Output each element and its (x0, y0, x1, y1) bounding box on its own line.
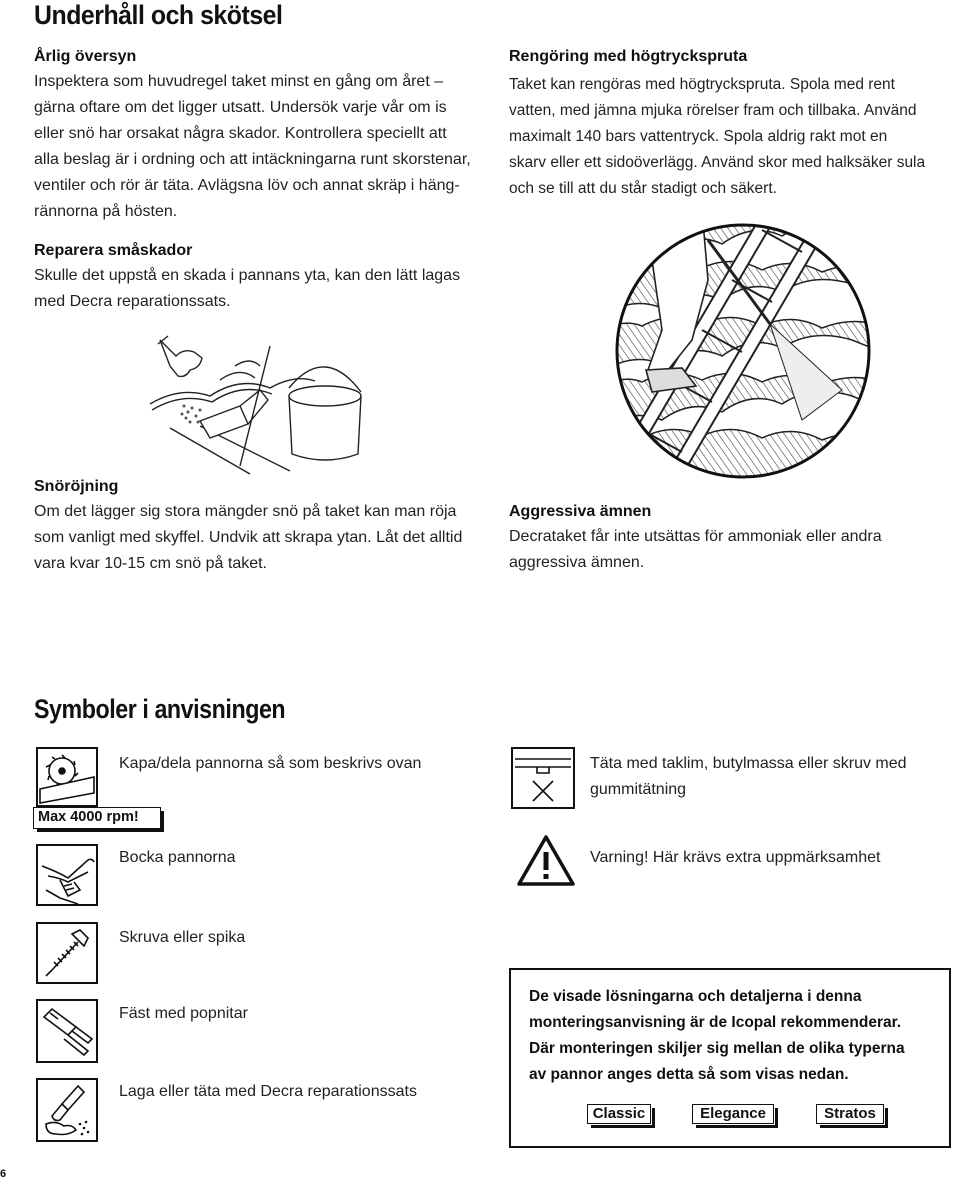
aggressive-text (509, 524, 954, 576)
repair-heading: Reparera småskador (34, 242, 193, 259)
symbol-repair-label: Laga eller täta med Decra reparationssats (119, 1083, 417, 1100)
cleaning-line: Taket kan rengöras med högtryckspruta. Spola med rent (509, 76, 895, 93)
notice-text (529, 984, 939, 1088)
max-rpm-badge: Max 4000 rpm! (33, 807, 161, 829)
warning-triangle-icon (516, 834, 576, 888)
symbol-bend-label: Bocka pannorna (119, 849, 236, 866)
annual-text (34, 69, 504, 225)
symbol-seal-line: gummitätning (590, 781, 687, 798)
symbol-seal-label (590, 751, 907, 803)
snow-heading: Snöröjning (34, 478, 119, 495)
saw-blade-icon (36, 747, 98, 807)
page-number: 6 (0, 1168, 7, 1180)
cleaning-text (509, 72, 954, 202)
sealant-icon (511, 747, 575, 809)
cleaning-line: maximalt 140 bars vattentryck. Spola aldrig rakt mot en (509, 128, 888, 145)
notice-line: av pannor anges detta så som visas nedan. (529, 1066, 849, 1083)
screw-icon (36, 922, 98, 984)
type-stratos-tag: Stratos (816, 1104, 884, 1124)
symbol-cut-label: Kapa/dela pannorna så som beskrivs ovan (119, 755, 422, 772)
annual-line: ventiler och rör är täta. Avlägsna löv och annat skräp i häng- (34, 177, 460, 194)
aggressive-line: aggressiva ämnen. (509, 554, 645, 571)
aggressive-heading: Aggressiva ämnen (509, 503, 652, 520)
annual-heading: Årlig översyn (34, 48, 137, 65)
snow-text (34, 499, 504, 577)
symbols-heading: Symboler i anvisningen (34, 694, 286, 724)
cleaning-line: och se till att du står stadigt och säkert. (509, 180, 777, 197)
pressure-washer-illustration (612, 220, 874, 482)
annual-line: gärna oftare om det ligger utsatt. Undersök varje vår om is (34, 99, 447, 116)
symbol-screw-label: Skruva eller spika (119, 929, 246, 946)
type-classic-tag: Classic (587, 1104, 651, 1124)
repair-line: Skulle det uppstå en skada i pannans yta, kan den lätt lagas (34, 267, 461, 284)
symbol-warning-label: Varning! Här krävs extra uppmärksamhet (590, 849, 881, 866)
annual-line: alla beslag är i ordning och att intäckningarna runt skorstenar, (34, 151, 471, 168)
repair-illustration (140, 326, 480, 476)
annual-line: Inspektera som huvudregel taket minst en gång om året – (34, 73, 444, 90)
notice-line: Där monteringen skiljer sig mellan de olika typerna (529, 1040, 905, 1057)
cleaning-line: skarv eller ett sidoöverlägg. Använd skor med halksäker sula (509, 154, 926, 171)
rivet-gun-icon (36, 999, 98, 1063)
snow-line: som vanligt med skyffel. Undvik att skrapa ytan. Låt det alltid (34, 529, 463, 546)
symbol-rivet-label: Fäst med popnitar (119, 1005, 248, 1022)
notice-box (509, 968, 951, 1148)
page-title: Underhåll och skötsel (34, 0, 283, 30)
annual-line: rännorna på hösten. (34, 203, 178, 220)
aggressive-line: Decrataket får inte utsättas för ammoniak eller andra (509, 528, 882, 545)
pliers-icon (36, 844, 98, 906)
repair-text (34, 263, 504, 315)
repair-line: med Decra reparationssats. (34, 293, 231, 310)
type-elegance-tag: Elegance (692, 1104, 774, 1124)
annual-line: eller snö har orsakat några skador. Kontrollera speciellt att (34, 125, 447, 142)
cleaning-heading: Rengöring med högtryckspruta (509, 48, 748, 65)
notice-line: De visade lösningarna och detaljerna i denna (529, 988, 862, 1005)
symbol-seal-line: Täta med taklim, butylmassa eller skruv med (590, 755, 907, 772)
brush-icon (36, 1078, 98, 1142)
snow-line: vara kvar 10-15 cm snö på taket. (34, 555, 267, 572)
snow-line: Om det lägger sig stora mängder snö på taket kan man röja (34, 503, 457, 520)
cleaning-line: vatten, med jämna mjuka rörelser fram och tillbaka. Använd (509, 102, 917, 119)
notice-line: monteringsanvisning är de Icopal rekommenderar. (529, 1014, 902, 1031)
